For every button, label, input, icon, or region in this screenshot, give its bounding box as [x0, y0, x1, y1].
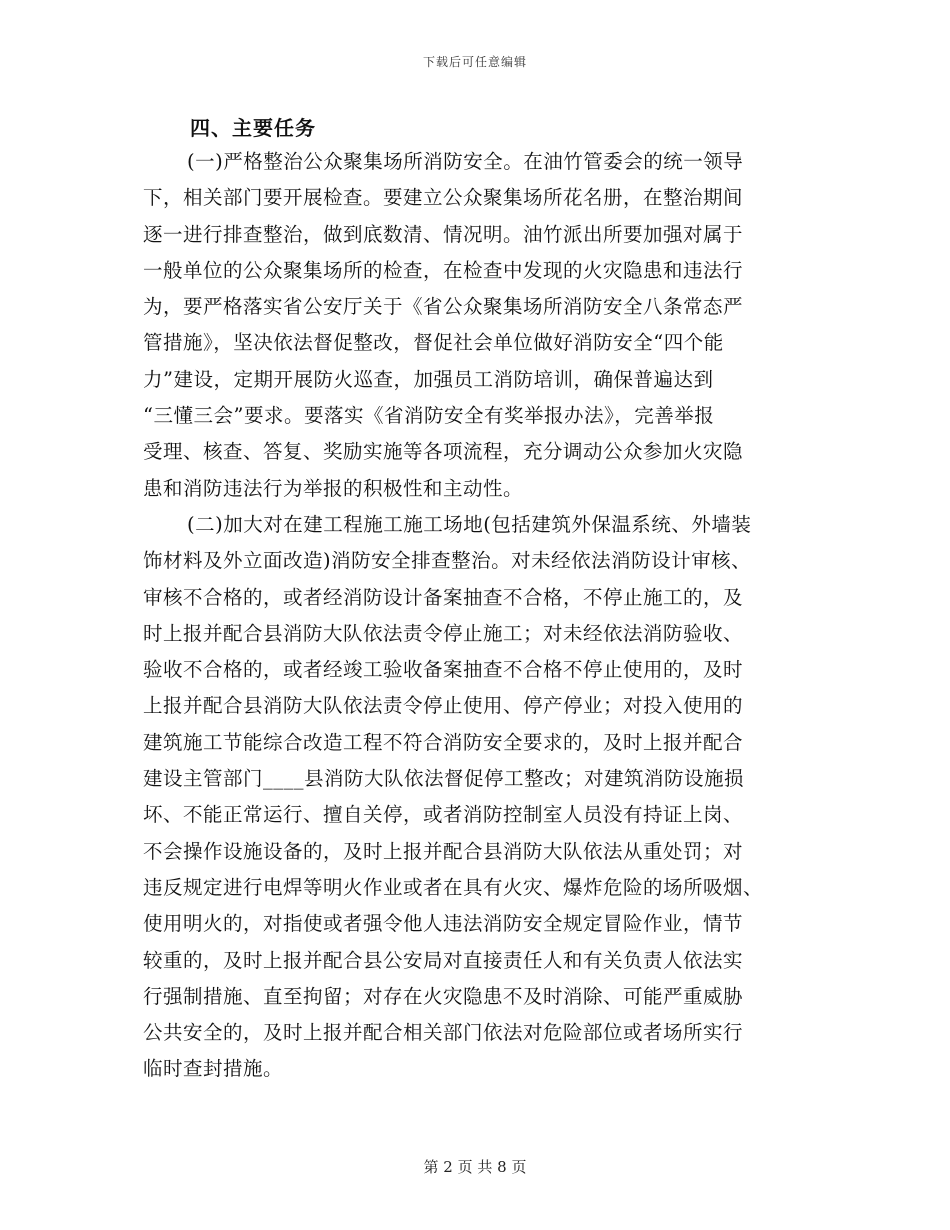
page-number: 第 2 页 共 8 页 — [423, 1158, 527, 1176]
paragraph-line: (一)严格整治公众聚集场所消防安全。在油竹管委会的统一领导 — [187, 150, 744, 173]
paragraph-line: 建筑施工节能综合改造工程不符合消防安全要求的，及时上报并配合 — [143, 730, 744, 754]
paragraph-line: 违反规定进行电焊等明火作业或者在具有火灾、爆炸危险的场所吸烟、 — [143, 875, 764, 899]
paragraph-line: 临时查封措施。 — [143, 1057, 284, 1081]
paragraph-line: 使用明火的，对指使或者强令他人违法消防安全规定冒险作业，情节 — [143, 912, 744, 936]
paragraph-line: 为，要严格落实省公安厅关于《省公众聚集场所消防安全八条常态严 — [143, 295, 744, 319]
paragraph-line: 行强制措施、直至拘留；对存在火灾隐患不及时消除、可能严重威胁 — [143, 984, 744, 1008]
paragraph-line: 力”建设，定期开展防火巡查，加强员工消防培训，确保普遍达到 — [143, 367, 714, 391]
document-body — [143, 112, 811, 1088]
paragraph-line: 受理、核查、答复、奖励实施等各项流程，充分调动公众参加火灾隐 — [143, 440, 744, 464]
paragraph-line: 建设主管部门____县消防大队依法督促停工整改；对建筑消防设施损 — [143, 767, 745, 791]
paragraph-line: 较重的，及时上报并配合县公安局对直接责任人和有关负责人依法实 — [143, 948, 744, 972]
paragraph-line: 审核不合格的，或者经消防设计备案抽查不合格，不停止施工的，及 — [143, 585, 744, 609]
paragraph-line: 坏、不能正常运行、擅自关停，或者消防控制室人员没有持证上岗、 — [143, 803, 744, 827]
paragraph-line: (二)加大对在建工程施工施工场地(包括建筑外保温系统、外墙装 — [187, 512, 752, 536]
paragraph-line: 下，相关部门要开展检查。要建立公众聚集场所花名册，在整治期间 — [143, 186, 744, 210]
section-heading: 四、主要任务 — [190, 116, 316, 140]
paragraph-1 — [143, 144, 811, 507]
paragraph-line: 验收不合格的，或者经竣工验收备案抽查不合格不停止使用的，及时 — [143, 658, 744, 682]
paragraph-line: “三懂三会”要求。要落实《省消防安全有奖举报办法》，完善举报 — [143, 404, 715, 428]
paragraph-line: 管措施》，坚决依法督促整改，督促社会单位做好消防安全“四个能 — [143, 331, 724, 355]
paragraph-line: 时上报并配合县消防大队依法责令停止施工；对未经依法消防验收、 — [143, 621, 744, 645]
paragraph-2 — [143, 507, 811, 1088]
page-header-note: 下载后可任意编辑 — [422, 55, 527, 69]
paragraph-line: 逐一进行排查整治，做到底数清、情况明。油竹派出所要加强对属于 — [143, 222, 744, 246]
paragraph-line: 饰材料及外立面改造)消防安全排查整治。对未经依法消防设计审核、 — [143, 549, 752, 573]
paragraph-line: 上报并配合县消防大队依法责令停止使用、停产停业；对投入使用的 — [143, 694, 744, 718]
paragraph-line: 患和消防违法行为举报的积极性和主动性。 — [143, 476, 524, 500]
paragraph-line: 公共安全的，及时上报并配合相关部门依法对危险部位或者场所实行 — [143, 1021, 744, 1045]
paragraph-line: 一般单位的公众聚集场所的检查，在检查中发现的火灾隐患和违法行 — [143, 258, 744, 282]
paragraph-line: 不会操作设施设备的，及时上报并配合县消防大队依法从重处罚；对 — [143, 839, 744, 863]
